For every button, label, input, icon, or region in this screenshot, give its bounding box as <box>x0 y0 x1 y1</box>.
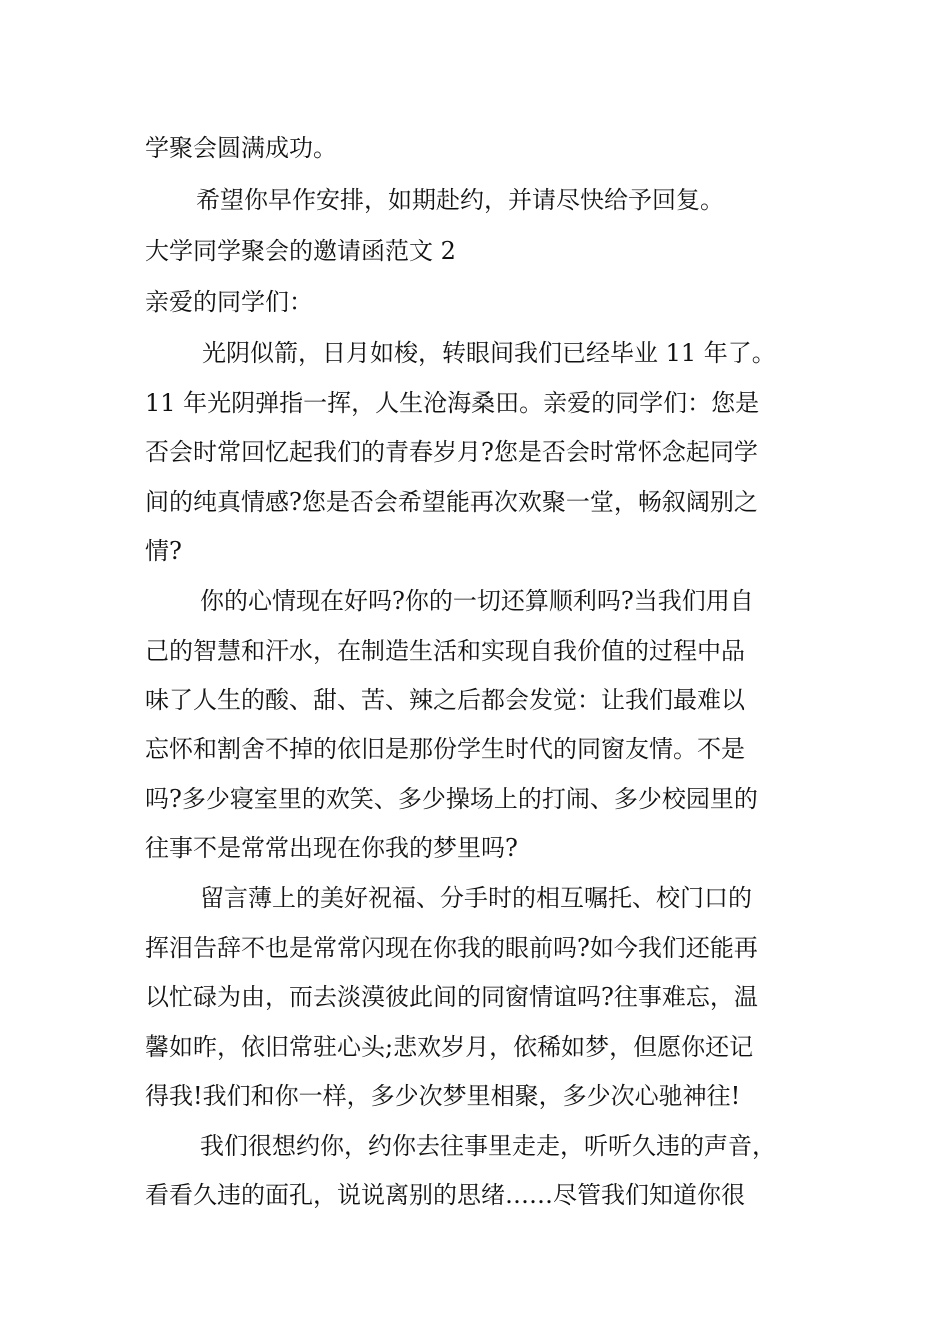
text-line: 留言薄上的美好祝福、分手时的相互嘱托、校门口的 <box>200 884 752 912</box>
text-line: 挥泪告辞不也是常常闪现在你我的眼前吗?如今我们还能再 <box>145 934 758 962</box>
text-line: 以忙碌为由，而去淡漠彼此间的同窗情谊吗?往事难忘，温 <box>145 983 758 1011</box>
text-line: 11 年光阴弹指一挥，人生沧海桑田。亲爱的同学们：您是 <box>145 389 760 417</box>
text-line: 看看久违的面孔，说说离别的思绪……尽管我们知道你很 <box>145 1181 745 1209</box>
text-line: 情? <box>145 537 182 565</box>
text-line: 得我!我们和你一样，多少次梦里相聚，多少次心驰神往! <box>145 1082 741 1110</box>
text-line: 学聚会圆满成功。 <box>145 134 337 162</box>
text-line: 忘怀和割舍不掉的依旧是那份学生时代的同窗友情。不是 <box>145 735 745 763</box>
text-line: 馨如昨，依旧常驻心头;悲欢岁月，依稀如梦，但愿你还记 <box>145 1033 754 1061</box>
text-line: 你的心情现在好吗?你的一切还算顺利吗?当我们用自 <box>200 587 754 615</box>
text-line: 间的纯真情感?您是否会希望能再次欢聚一堂，畅叙阔别之 <box>145 488 758 516</box>
text-line: 己的智慧和汗水，在制造生活和实现自我价值的过程中品 <box>145 637 745 665</box>
text-line: 吗?多少寝室里的欢笑、多少操场上的打闹、多少校园里的 <box>145 785 758 813</box>
text-line: 希望你早作安排，如期赴约，并请尽快给予回复。 <box>196 186 724 214</box>
text-line: 往事不是常常出现在你我的梦里吗? <box>145 834 518 862</box>
text-line: 否会时常回忆起我们的青春岁月?您是否会时常怀念起同学 <box>145 438 758 466</box>
text-line: 光阴似箭，日月如梭，转眼间我们已经毕业 11 年了。 <box>202 339 776 367</box>
text-line: 味了人生的酸、甜、苦、辣之后都会发觉：让我们最难以 <box>145 686 745 714</box>
section-heading: 大学同学聚会的邀请函范文 2 <box>145 237 456 265</box>
text-line: 我们很想约你，约你去往事里走走，听听久违的声音， <box>200 1132 776 1160</box>
salutation: 亲爱的同学们： <box>145 288 313 316</box>
